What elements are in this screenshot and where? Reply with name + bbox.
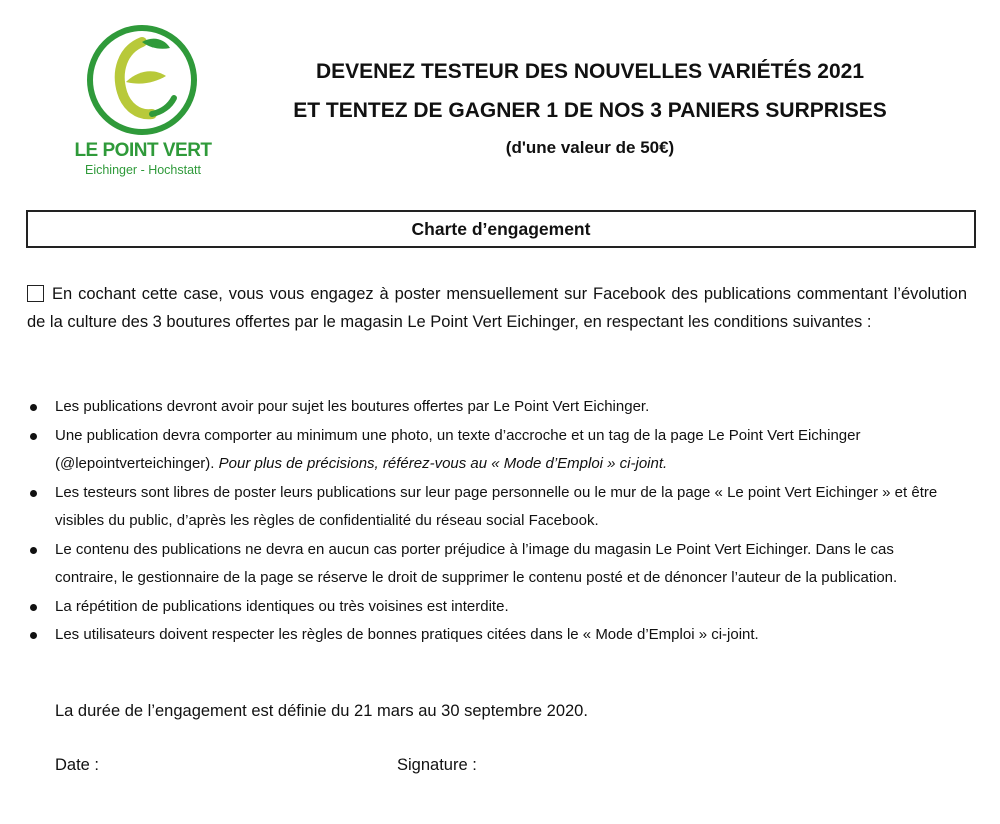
intro-paragraph xyxy=(27,280,967,336)
headline-line-2: ET TENTEZ DE GAGNER 1 DE NOS 3 PANIERS SURPRISES xyxy=(293,99,887,122)
headline-line-3: (d'une valeur de 50€) xyxy=(505,138,675,157)
date-label: Date : xyxy=(55,756,100,774)
rule-item-italic-note: Pour plus de précisions, référez-vous au « Mode d’Emploi » ci-joint. xyxy=(218,455,668,472)
rule-item: Les publications devront avoir pour sujet les boutures offertes par Le Point Vert Eichinger. xyxy=(28,393,958,422)
leaf-circle-logo-icon xyxy=(82,22,204,140)
rules-list xyxy=(28,393,958,650)
charter-title: Charte d’engagement xyxy=(411,218,591,239)
rule-item: Les utilisateurs doivent respecter les règles de bonnes pratiques citées dans le « Mode d’Emploi » ci-joint. xyxy=(28,621,958,650)
rule-item: Les testeurs sont libres de poster leurs publications sur leur page personnelle ou le mur de la page « Le point Vert Eichinger » et être visibles du public, d’après les règles de confidentialité du réseau social Facebook. xyxy=(28,479,958,536)
charter-heading-box xyxy=(26,210,976,248)
headline-line-1: DEVENEZ TESTEUR DES NOUVELLES VARIÉTÉS 2021 xyxy=(315,60,865,83)
intro-text: En cochant cette case, vous vous engagez à poster mensuellement sur Facebook des publications commentant l’évolution de la culture des 3 boutures offertes par le magasin Le Point Vert Eichinger, en respectant les conditions suivantes : xyxy=(27,285,967,331)
signature-label: Signature : xyxy=(397,756,477,774)
logo-name: LE POINT VERT xyxy=(74,140,212,161)
engagement-checkbox[interactable] xyxy=(27,285,44,302)
rule-item: Une publication devra comporter au minimum une photo, un texte d’accroche et un tag de la page Le Point Vert Eichinger (@lepointverteichinger). Pour plus de précisions, référez-vous au « Mode d’Emploi » ci-joint. xyxy=(28,422,958,479)
rule-item: La répétition de publications identiques ou très voisines est interdite. xyxy=(28,593,958,622)
rule-item: Le contenu des publications ne devra en aucun cas porter préjudice à l’image du magasin Le Point Vert Eichinger. Dans le cas contraire, le gestionnaire de la page se réserve le droit de supprimer le contenu posté et de dénoncer l’auteur de la publication. xyxy=(28,536,958,593)
logo-subtitle: Eichinger - Hochstatt xyxy=(84,163,202,177)
brand-logo xyxy=(68,22,218,182)
engagement-duration: La durée de l’engagement est définie du 21 mars au 30 septembre 2020. xyxy=(55,702,588,720)
